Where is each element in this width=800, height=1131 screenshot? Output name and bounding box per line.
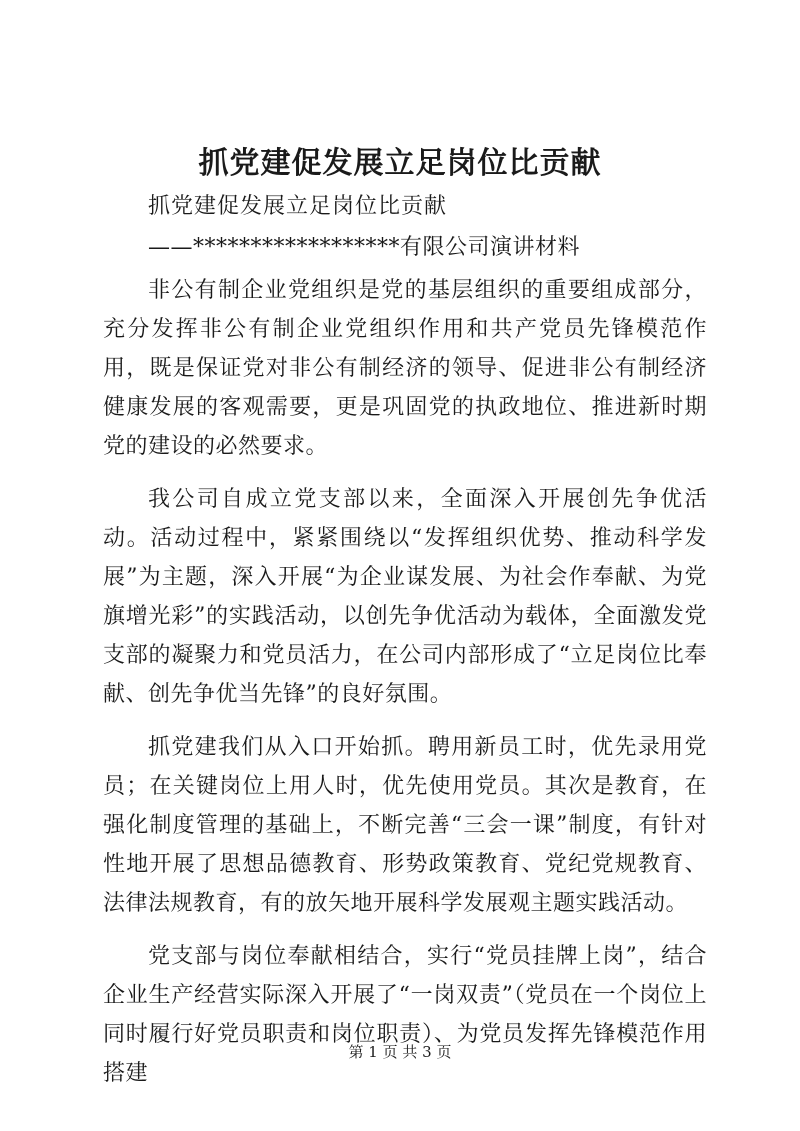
paragraph: 我公司自成立党支部以来，全面深入开展创先争优活动。活动过程中，紧紧围绕以“发挥组织优势、推动科学发展”为主题，深入开展“为企业谋发展、为社会作奉献、为党旗增光彩”的实践活动，以创先争优活动为载体，全面激发党支部的凝聚力和党员活力，在公司内部形成了“立足岗位比奉献、创先争优当先锋”的良好氛围。 <box>103 487 707 707</box>
document-subtitle: 抓党建促发展立足岗位比贡献 <box>148 194 448 219</box>
paragraph: 抓党建我们从入口开始抓。聘用新员工时，优先录用党员；在关键岗位上用人时，优先使用党员。其次是教育，在强化制度管理的基础上，不断完善“三会一课”制度，有针对性地开展了思想品德教育、形势政策教育、党纪党规教育、法律法规教育，有的放矢地开展科学发展观主题实践活动。 <box>103 735 707 916</box>
document-title: 抓党建促发展立足岗位比贡献 <box>198 146 602 181</box>
page-footer: 第 1 页 共 3 页 <box>348 1043 452 1061</box>
paragraph: 非公有制企业党组织是党的基层组织的重要组成部分，充分发挥非公有制企业党组织作用和共产党员先锋模范作用，既是保证党对非公有制经济的领导、促进非公有制经济健康发展的客观需要，更是巩固党的执政地位、推进新时期党的建设的必然要求。 <box>103 278 707 459</box>
document-body <box>103 271 707 1107</box>
paragraph: 党支部与岗位奉献相结合，实行“党员挂牌上岗”，结合企业生产经营实际深入开展了“一岗双责”（党员在一个岗位上同时履行好党员职责和岗位职责）、为党员发挥先锋模范作用搭建 <box>103 944 707 1086</box>
document-byline: ——******************有限公司演讲材料 <box>148 235 581 260</box>
